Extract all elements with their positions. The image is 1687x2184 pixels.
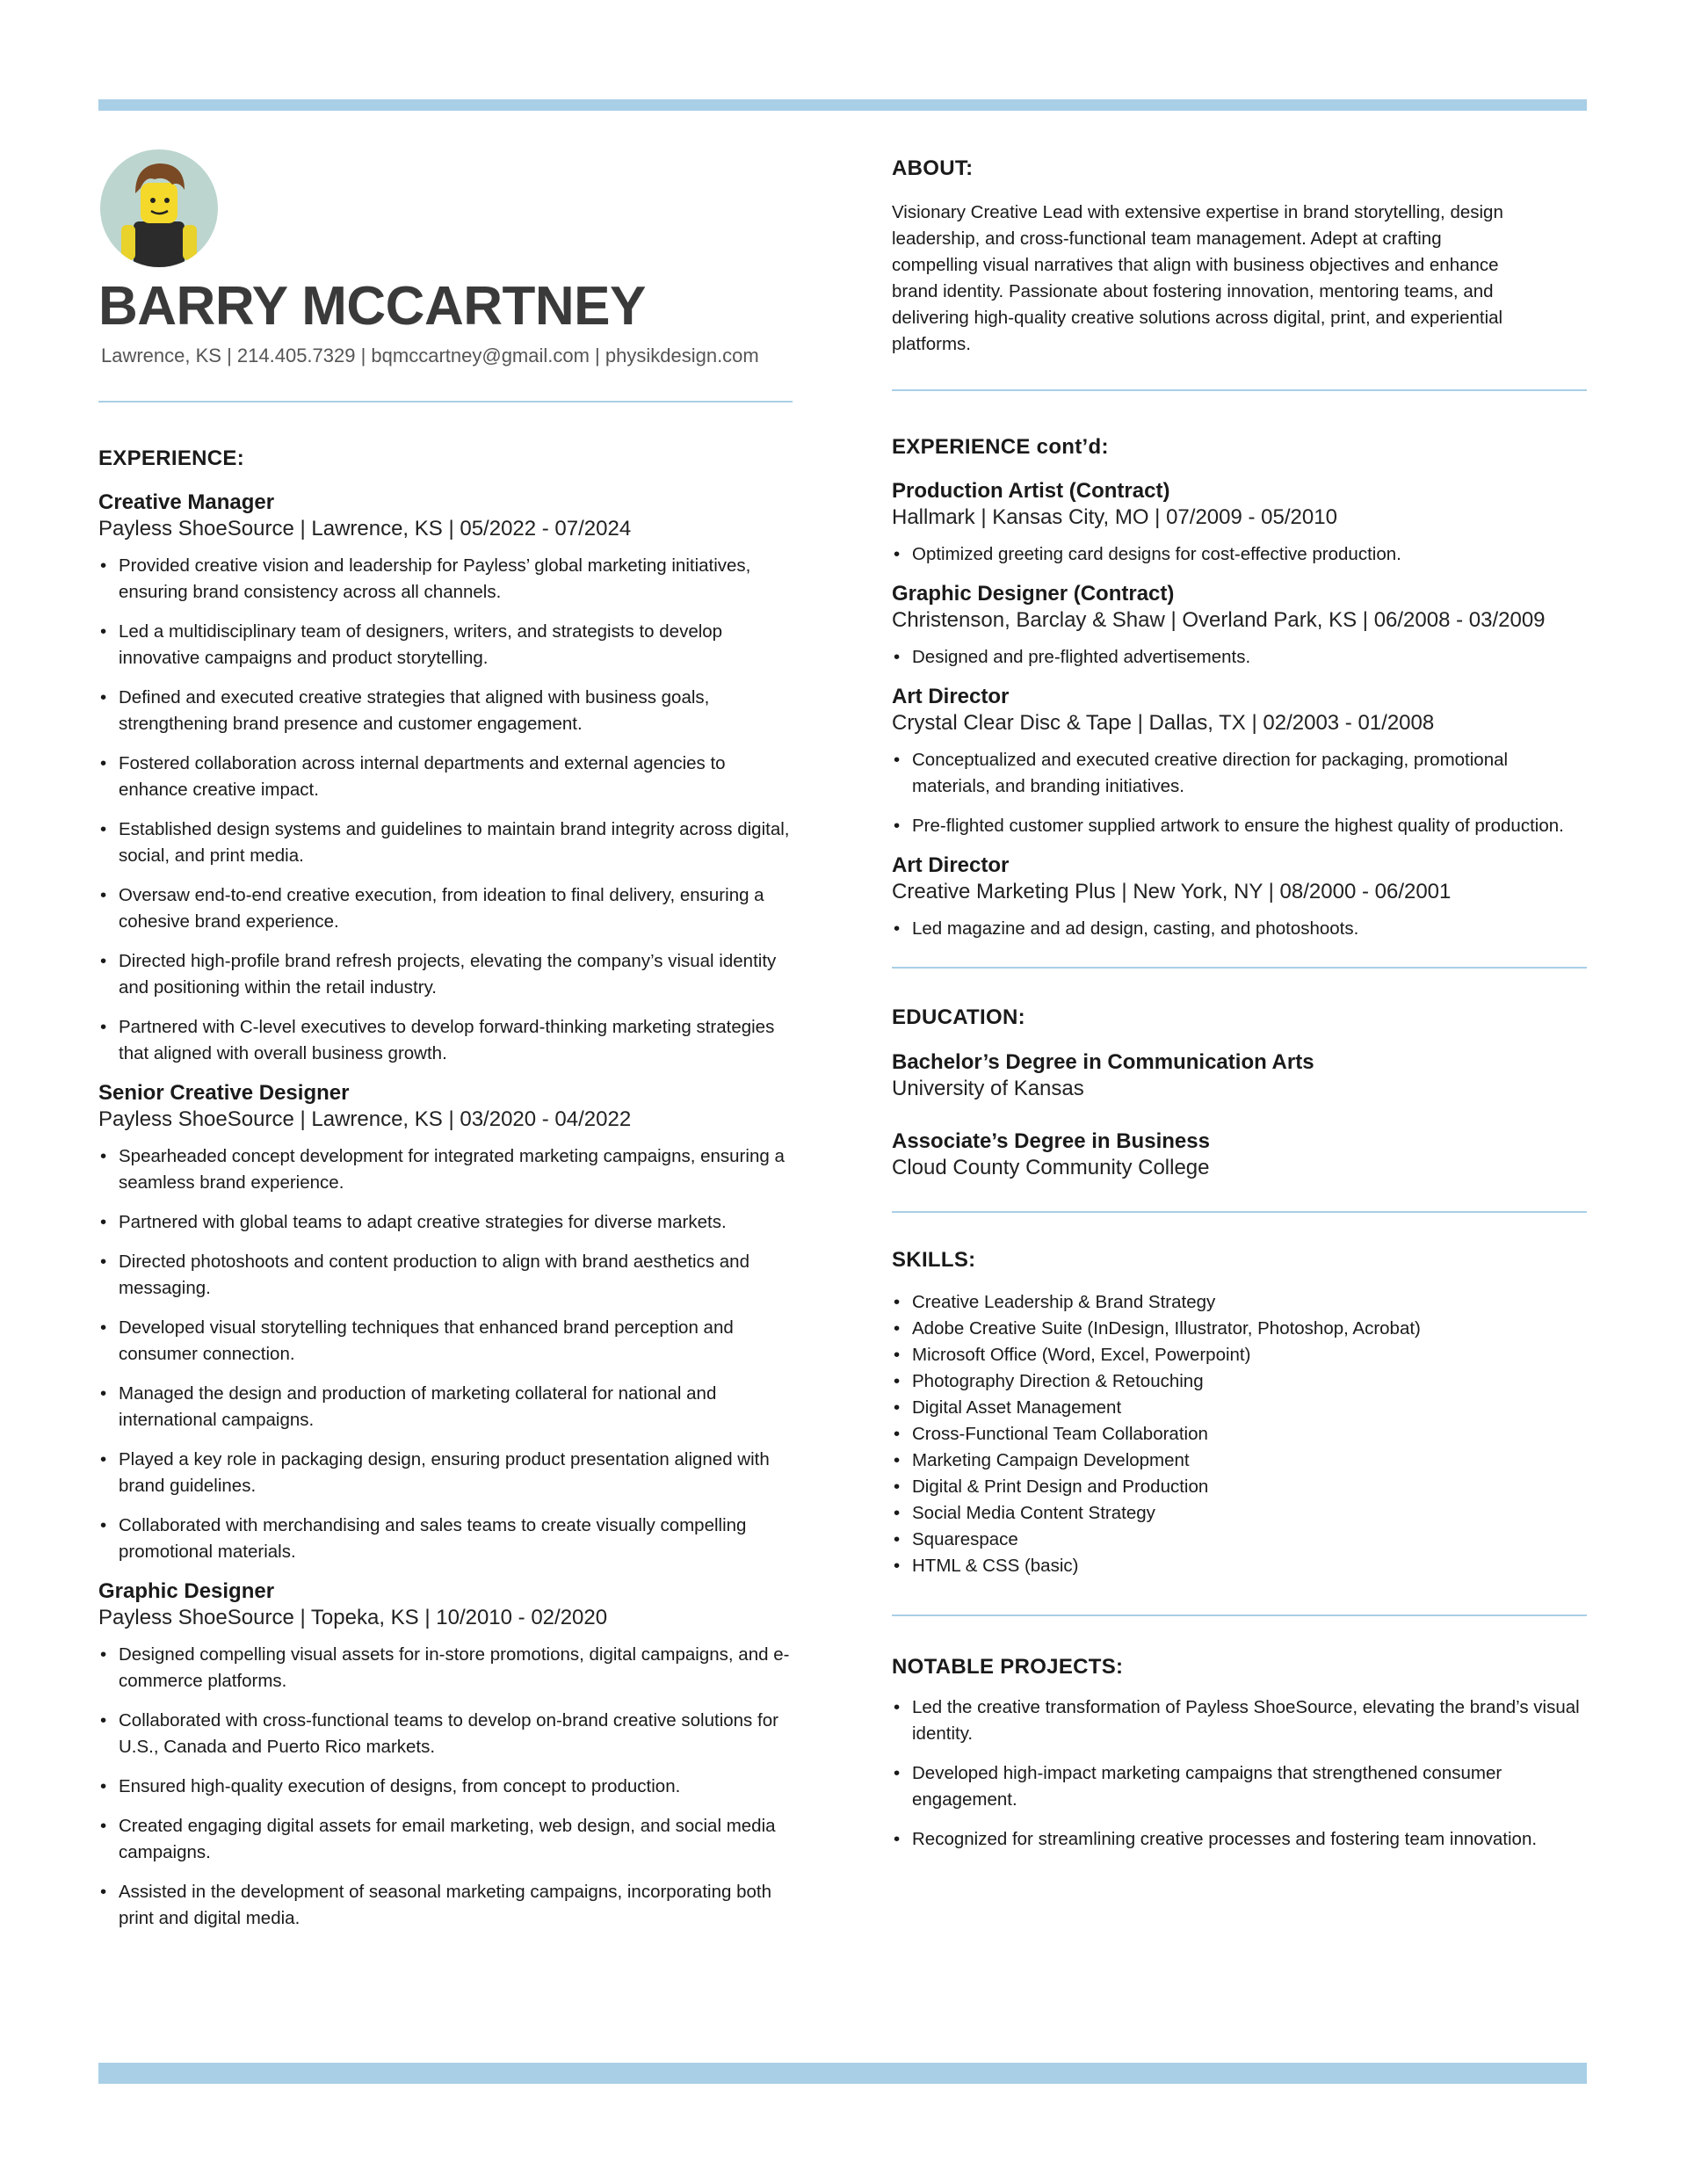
project-item: • Led the creative transformation of Payless ShoeSource, elevating the brand’s visual identity.	[892, 1694, 1587, 1747]
skill-item: • Digital Asset Management	[892, 1395, 1587, 1421]
divider	[892, 1614, 1587, 1616]
skill-item: • Cross-Functional Team Collaboration	[892, 1421, 1587, 1448]
job-bullets	[892, 644, 1587, 671]
candidate-name: BARRY MCCARTNEY	[98, 276, 646, 337]
experience-jobs	[98, 490, 793, 1932]
divider	[98, 401, 793, 403]
skill-item: • Creative Leadership & Brand Strategy	[892, 1289, 1587, 1316]
divider	[892, 389, 1587, 391]
job-bullets	[98, 1642, 793, 1932]
education-degree: Associate’s Degree in Business	[892, 1129, 1210, 1154]
skill-item: • HTML & CSS (basic)	[892, 1553, 1587, 1579]
job-entry	[892, 478, 1587, 568]
education-school: University of Kansas	[892, 1077, 1084, 1101]
bullet-item: • Partnered with C-level executives to develop forward-thinking marketing strategies that aligned with overall business growth.	[98, 1014, 793, 1067]
divider	[892, 1211, 1587, 1213]
skill-item: • Photography Direction & Retouching	[892, 1368, 1587, 1395]
bullet-item: • Fostered collaboration across internal departments and external agencies to enhance creative impact.	[98, 751, 793, 803]
skill-item: • Adobe Creative Suite (InDesign, Illustrator, Photoshop, Acrobat)	[892, 1316, 1587, 1342]
bullet-item: • Oversaw end-to-end creative execution, from ideation to final delivery, ensuring a cohesive brand experience.	[98, 882, 793, 935]
bullet-item: • Directed photoshoots and content production to align with brand aesthetics and messaging.	[98, 1249, 793, 1302]
education-entry	[892, 1128, 1587, 1181]
job-bullets	[98, 1143, 793, 1565]
bullet-item: • Conceptualized and executed creative direction for packaging, promotional materials, and branding initiatives.	[892, 747, 1587, 800]
project-item: • Recognized for streamlining creative processes and fostering team innovation.	[892, 1826, 1587, 1853]
job-entry	[892, 684, 1587, 839]
about-text: Visionary Creative Lead with extensive expertise in brand storytelling, design leadership, and cross-functional team management. Adept at crafting compelling visual narratives that align with business objectives and enhance brand identity. Passionate about fostering innovation, mentoring teams, and delivering high-quality creative solutions across digital, print, and experiential platforms.	[892, 201, 1503, 354]
avatar	[100, 149, 218, 267]
job-bullets	[98, 553, 793, 1067]
job-title: Art Director	[892, 684, 1010, 708]
job-entry	[98, 1578, 793, 1932]
bullet-item: • Led magazine and ad design, casting, and photoshoots.	[892, 916, 1587, 942]
about-title: ABOUT:	[892, 156, 974, 180]
bullet-item: • Managed the design and production of marketing collateral for national and international campaigns.	[98, 1381, 793, 1433]
education-school: Cloud County Community College	[892, 1156, 1210, 1180]
job-title: Senior Creative Designer	[98, 1081, 350, 1106]
job-entry	[892, 853, 1587, 942]
skill-item: • Squarespace	[892, 1527, 1587, 1553]
bullet-item: • Collaborated with cross-functional teams to develop on-brand creative solutions for U.S., Canada and Puerto Rico markets.	[98, 1708, 793, 1760]
job-bullets	[892, 747, 1587, 839]
right-column	[892, 149, 1587, 1866]
bullet-item: • Collaborated with merchandising and sales teams to create visually compelling promotional materials.	[98, 1513, 793, 1565]
divider	[892, 967, 1587, 969]
job-title: Graphic Designer	[98, 1579, 275, 1604]
experience-contd-jobs	[892, 478, 1587, 942]
job-company: Crystal Clear Disc & Tape | Dallas, TX | 02/2003 - 01/2008	[892, 710, 1435, 735]
bullet-item: • Led a multidisciplinary team of designers, writers, and strategists to develop innovative campaigns and product storytelling.	[98, 619, 793, 671]
skill-item: • Social Media Content Strategy	[892, 1500, 1587, 1527]
experience-contd-title: EXPERIENCE cont’d:	[892, 434, 1109, 459]
lego-minifigure-avatar-icon	[100, 149, 218, 267]
job-entry	[892, 581, 1587, 671]
projects-list	[892, 1694, 1587, 1853]
job-title: Production Artist (Contract)	[892, 478, 1170, 503]
job-company: Payless ShoeSource | Lawrence, KS | 03/2020 - 04/2022	[98, 1107, 632, 1132]
bullet-item: • Ensured high-quality execution of designs, from concept to production.	[98, 1774, 793, 1800]
education-title: EDUCATION:	[892, 1005, 1025, 1029]
bullet-item: • Designed compelling visual assets for in-store promotions, digital campaigns, and e-commerce platforms.	[98, 1642, 793, 1694]
job-bullets	[892, 916, 1587, 942]
project-item: • Developed high-impact marketing campaigns that strengthened consumer engagement.	[892, 1760, 1587, 1813]
job-entry	[98, 1080, 793, 1565]
skill-item: • Microsoft Office (Word, Excel, Powerpoint)	[892, 1342, 1587, 1368]
bullet-item: • Developed visual storytelling techniques that enhanced brand perception and consumer connection.	[98, 1315, 793, 1368]
education-entry	[892, 1049, 1587, 1102]
top-accent-bar	[98, 99, 1587, 111]
bullet-item: • Directed high-profile brand refresh projects, elevating the company’s visual identity and positioning within the retail industry.	[98, 948, 793, 1001]
job-company: Payless ShoeSource | Lawrence, KS | 05/2022 - 07/2024	[98, 517, 632, 541]
bullet-item: • Played a key role in packaging design, ensuring product presentation aligned with brand guidelines.	[98, 1447, 793, 1499]
job-title: Creative Manager	[98, 490, 275, 515]
skills-list	[892, 1289, 1587, 1579]
bullet-item: • Partnered with global teams to adapt creative strategies for diverse markets.	[98, 1209, 793, 1236]
education-degree: Bachelor’s Degree in Communication Arts	[892, 1050, 1314, 1075]
experience-title: EXPERIENCE:	[98, 446, 245, 471]
bullet-item: • Pre-flighted customer supplied artwork to ensure the highest quality of production.	[892, 813, 1587, 839]
job-company: Creative Marketing Plus | New York, NY | 08/2000 - 06/2001	[892, 879, 1452, 903]
education-list	[892, 1049, 1587, 1181]
job-company: Christenson, Barclay & Shaw | Overland Park, KS | 06/2008 - 03/2009	[892, 607, 1546, 632]
job-company: Payless ShoeSource | Topeka, KS | 10/2010 - 02/2020	[98, 1606, 608, 1630]
bullet-item: • Spearheaded concept development for integrated marketing campaigns, ensuring a seamless brand experience.	[98, 1143, 793, 1196]
contact-info: Lawrence, KS | 214.405.7329 | bqmccartney@gmail.com | physikdesign.com	[101, 345, 759, 366]
projects-title: NOTABLE PROJECTS:	[892, 1655, 1124, 1680]
job-title: Graphic Designer (Contract)	[892, 581, 1175, 606]
bullet-item: • Defined and executed creative strategies that aligned with business goals, strengthening brand presence and customer engagement.	[98, 685, 793, 737]
skill-item: • Marketing Campaign Development	[892, 1448, 1587, 1474]
job-company: Hallmark | Kansas City, MO | 07/2009 - 05/2010	[892, 504, 1337, 529]
skills-title: SKILLS:	[892, 1248, 976, 1273]
bullet-item: • Created engaging digital assets for email marketing, web design, and social media campaigns.	[98, 1813, 793, 1866]
bullet-item: • Optimized greeting card designs for cost-effective production.	[892, 541, 1587, 568]
job-title: Art Director	[892, 853, 1010, 877]
job-entry	[98, 490, 793, 1067]
bullet-item: • Designed and pre-flighted advertisements.	[892, 644, 1587, 671]
skill-item: • Digital & Print Design and Production	[892, 1474, 1587, 1500]
bullet-item: • Provided creative vision and leadership for Payless’ global marketing initiatives, ensuring brand consistency across all channels.	[98, 553, 793, 606]
bullet-item: • Assisted in the development of seasonal marketing campaigns, incorporating both print and digital media.	[98, 1879, 793, 1932]
bullet-item: • Established design systems and guidelines to maintain brand integrity across digital, social, and print media.	[98, 816, 793, 869]
job-bullets	[892, 541, 1587, 568]
bottom-accent-bar	[98, 2063, 1587, 2084]
left-column	[98, 149, 793, 1945]
